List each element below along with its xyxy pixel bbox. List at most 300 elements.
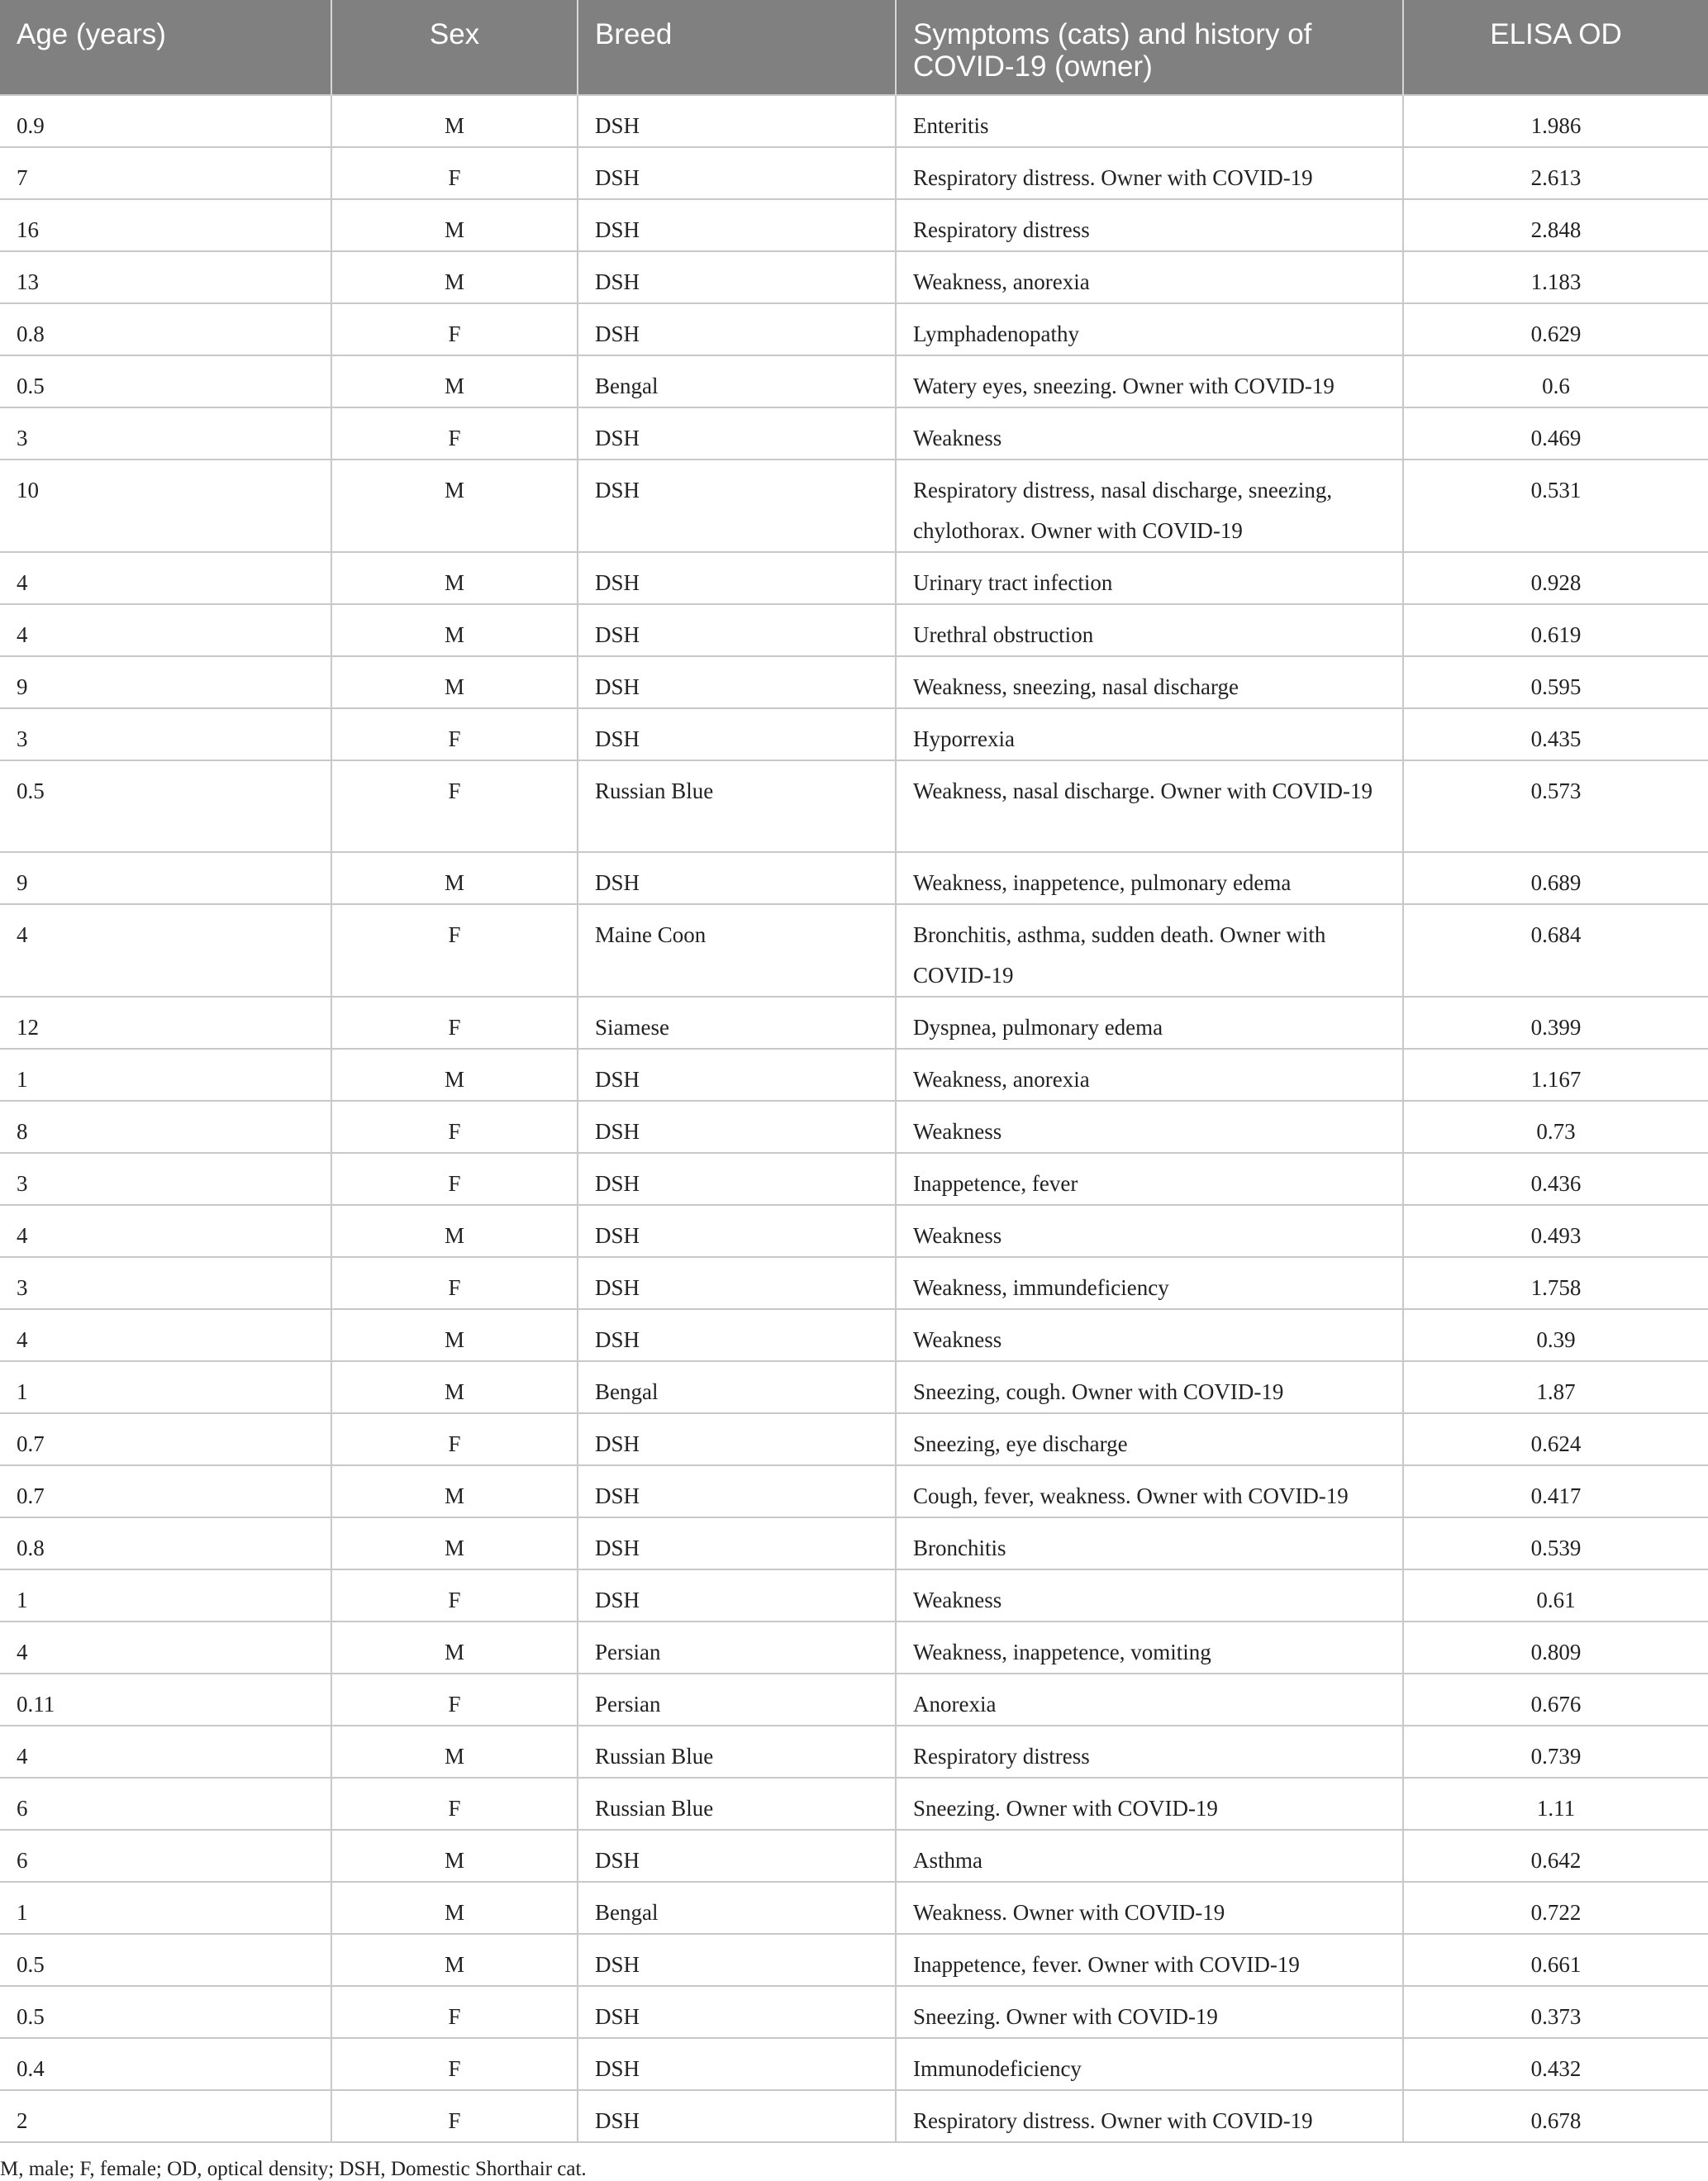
cell-sex-text: F <box>448 426 461 450</box>
cell-symptoms <box>896 1205 1403 1257</box>
cell-age-text: 12 <box>17 1015 39 1040</box>
cell-symptoms <box>896 852 1403 904</box>
cell-breed <box>578 760 896 852</box>
cell-breed-text: DSH <box>595 1431 640 1456</box>
cell-sex <box>331 1830 578 1882</box>
cell-symptoms-text: Sneezing, cough. Owner with COVID-19 <box>913 1379 1284 1404</box>
cell-symptoms <box>896 1674 1403 1726</box>
table-row <box>0 1049 1708 1101</box>
cell-age-text: 4 <box>17 922 28 947</box>
cell-age-text: 7 <box>17 165 28 190</box>
cell-breed-text: Siamese <box>595 1015 669 1040</box>
cell-symptoms-text: Inappetence, fever. Owner with COVID-19 <box>913 1952 1300 1977</box>
cell-sex-text: F <box>448 1275 461 1300</box>
cell-sex-text: F <box>448 2108 461 2133</box>
cell-age <box>0 1569 331 1621</box>
cell-elisa-od <box>1403 1257 1708 1309</box>
table-row <box>0 604 1708 656</box>
cell-age-text: 0.5 <box>17 2004 45 2029</box>
cell-symptoms-text: Weakness <box>913 426 1002 450</box>
cell-elisa-od <box>1403 407 1708 460</box>
cell-breed-text: DSH <box>595 1536 640 1560</box>
cell-age-text: 0.8 <box>17 321 45 346</box>
cell-elisa-od-text: 0.619 <box>1530 622 1582 647</box>
cell-age-text: 0.4 <box>17 2056 45 2081</box>
cell-sex-text: F <box>448 1588 461 1612</box>
table-row <box>0 1517 1708 1569</box>
cell-elisa-od-text: 0.661 <box>1530 1952 1582 1977</box>
cell-age <box>0 552 331 604</box>
cell-breed-text: DSH <box>595 2108 640 2133</box>
cell-elisa-od <box>1403 199 1708 251</box>
cell-sex <box>331 1101 578 1153</box>
table-row <box>0 1986 1708 2038</box>
cell-breed-text: DSH <box>595 113 640 138</box>
cell-breed <box>578 1413 896 1465</box>
cell-age-text: 0.11 <box>17 1692 55 1717</box>
table-row <box>0 1361 1708 1413</box>
cell-elisa-od-text: 0.676 <box>1530 1692 1582 1717</box>
cell-symptoms <box>896 1361 1403 1413</box>
cell-breed <box>578 1257 896 1309</box>
cell-symptoms-text: Weakness, inappetence, pulmonary edema <box>913 870 1292 895</box>
cell-age-text: 8 <box>17 1119 28 1144</box>
cell-elisa-od-text: 1.167 <box>1530 1067 1582 1092</box>
table-row <box>0 199 1708 251</box>
cell-age-text: 1 <box>17 1900 28 1925</box>
cell-symptoms-text: Sneezing, eye discharge <box>913 1431 1128 1456</box>
cell-elisa-od-text: 0.573 <box>1530 779 1582 803</box>
cell-symptoms-text: Sneezing. Owner with COVID-19 <box>913 2004 1218 2029</box>
cell-age <box>0 460 331 552</box>
cell-age <box>0 656 331 708</box>
cell-elisa-od-text: 0.595 <box>1530 674 1582 699</box>
cell-sex <box>331 997 578 1049</box>
table-row <box>0 997 1708 1049</box>
cell-breed <box>578 997 896 1049</box>
cell-breed <box>578 1569 896 1621</box>
cell-symptoms-text: Respiratory distress <box>913 217 1090 242</box>
cell-symptoms <box>896 708 1403 760</box>
table-row <box>0 460 1708 552</box>
cell-elisa-od <box>1403 2038 1708 2090</box>
cell-symptoms-text: Respiratory distress. Owner with COVID-19 <box>913 2108 1313 2133</box>
cell-sex <box>331 1621 578 1674</box>
cell-sex-text: M <box>444 870 464 895</box>
cell-sex <box>331 656 578 708</box>
cell-sex-text: M <box>444 570 464 595</box>
cell-elisa-od <box>1403 1465 1708 1517</box>
cell-elisa-od-text: 0.6 <box>1542 374 1570 398</box>
table-row <box>0 303 1708 355</box>
table-row <box>0 760 1708 852</box>
cell-elisa-od-text: 0.642 <box>1530 1848 1582 1873</box>
cell-age-text: 0.5 <box>17 1952 45 1977</box>
cell-breed <box>578 199 896 251</box>
table-row <box>0 1153 1708 1205</box>
cell-age <box>0 199 331 251</box>
cell-breed <box>578 1361 896 1413</box>
cell-breed <box>578 604 896 656</box>
cell-breed-text: DSH <box>595 570 640 595</box>
cell-age-text: 4 <box>17 1223 28 1248</box>
cell-sex <box>331 460 578 552</box>
cell-symptoms-text: Anorexia <box>913 1692 997 1717</box>
cell-elisa-od <box>1403 355 1708 407</box>
cell-symptoms-text: Respiratory distress <box>913 1744 1090 1769</box>
cell-age-text: 16 <box>17 217 39 242</box>
cell-breed <box>578 2038 896 2090</box>
cell-sex-text: M <box>444 113 464 138</box>
cell-symptoms-text: Sneezing. Owner with COVID-19 <box>913 1796 1218 1821</box>
cell-sex-text: M <box>444 1223 464 1248</box>
cell-breed <box>578 656 896 708</box>
table-row <box>0 1205 1708 1257</box>
cell-symptoms-text: Weakness, inappetence, vomiting <box>913 1640 1211 1664</box>
cell-sex <box>331 1934 578 1986</box>
cell-sex <box>331 1153 578 1205</box>
cell-age-text: 3 <box>17 1275 28 1300</box>
cell-symptoms-text: Inappetence, fever <box>913 1171 1078 1196</box>
cell-elisa-od-text: 0.629 <box>1530 321 1582 346</box>
cell-breed-text: DSH <box>595 321 640 346</box>
cell-breed <box>578 1153 896 1205</box>
cell-symptoms <box>896 604 1403 656</box>
cell-elisa-od <box>1403 460 1708 552</box>
cell-symptoms <box>896 1986 1403 2038</box>
cell-age-text: 10 <box>17 478 39 502</box>
cell-sex <box>331 1517 578 1569</box>
cell-sex <box>331 760 578 852</box>
cell-symptoms <box>896 1726 1403 1778</box>
cell-elisa-od-text: 0.739 <box>1530 1744 1582 1769</box>
cell-elisa-od-text: 0.435 <box>1530 726 1582 751</box>
cell-breed-text: DSH <box>595 1588 640 1612</box>
cell-symptoms <box>896 997 1403 1049</box>
table-row <box>0 904 1708 997</box>
cell-age <box>0 251 331 303</box>
cell-sex-text: F <box>448 2056 461 2081</box>
cell-sex-text: F <box>448 1796 461 1821</box>
table-body <box>0 95 1708 2142</box>
cell-sex <box>331 708 578 760</box>
cell-sex <box>331 1361 578 1413</box>
table-row <box>0 1101 1708 1153</box>
cell-elisa-od-text: 0.809 <box>1530 1640 1582 1664</box>
cell-age-text: 9 <box>17 674 28 699</box>
cell-age <box>0 1986 331 2038</box>
cell-symptoms <box>896 1934 1403 1986</box>
cell-elisa-od-text: 1.758 <box>1530 1275 1582 1300</box>
cell-age <box>0 95 331 147</box>
cell-age <box>0 1413 331 1465</box>
cell-sex <box>331 1257 578 1309</box>
cell-elisa-od <box>1403 904 1708 997</box>
cell-breed <box>578 1726 896 1778</box>
cell-symptoms <box>896 1882 1403 1934</box>
cell-age <box>0 1674 331 1726</box>
cell-sex <box>331 1778 578 1830</box>
table-row <box>0 407 1708 460</box>
cell-age <box>0 852 331 904</box>
cell-elisa-od <box>1403 1413 1708 1465</box>
cell-sex <box>331 1205 578 1257</box>
cell-age <box>0 1257 331 1309</box>
cell-elisa-od <box>1403 1101 1708 1153</box>
cell-age <box>0 303 331 355</box>
cell-breed-text: DSH <box>595 478 640 502</box>
cell-symptoms <box>896 1778 1403 1830</box>
cell-sex <box>331 2038 578 2090</box>
cell-breed <box>578 303 896 355</box>
cell-breed <box>578 1934 896 1986</box>
cell-symptoms <box>896 95 1403 147</box>
cell-breed <box>578 1778 896 1830</box>
cell-breed-text: Persian <box>595 1640 661 1664</box>
cell-age-text: 3 <box>17 726 28 751</box>
cell-breed-text: DSH <box>595 1067 640 1092</box>
cell-sex-text: M <box>444 1900 464 1925</box>
cell-breed-text: DSH <box>595 1223 640 1248</box>
cell-elisa-od <box>1403 604 1708 656</box>
cell-breed-text: DSH <box>595 1483 640 1508</box>
cell-elisa-od <box>1403 1621 1708 1674</box>
cell-sex-text: M <box>444 1327 464 1352</box>
cell-breed <box>578 251 896 303</box>
cell-breed <box>578 147 896 199</box>
cell-elisa-od-text: 0.469 <box>1530 426 1582 450</box>
cell-breed-text: DSH <box>595 217 640 242</box>
table-row <box>0 95 1708 147</box>
cell-symptoms <box>896 1153 1403 1205</box>
cell-symptoms-text: Respiratory distress, nasal discharge, sneezing, chylothorax. Owner with COVID-19 <box>913 478 1333 543</box>
cell-sex-text: F <box>448 1119 461 1144</box>
table-row <box>0 1778 1708 1830</box>
cell-breed <box>578 552 896 604</box>
cell-sex <box>331 147 578 199</box>
cell-breed-text: DSH <box>595 622 640 647</box>
cell-age <box>0 1101 331 1153</box>
cell-elisa-od-text: 0.399 <box>1530 1015 1582 1040</box>
cell-breed <box>578 1309 896 1361</box>
cell-age-text: 4 <box>17 1327 28 1352</box>
cell-symptoms <box>896 251 1403 303</box>
cell-sex-text: F <box>448 922 461 947</box>
cell-breed-text: DSH <box>595 2004 640 2029</box>
cell-age <box>0 1049 331 1101</box>
cell-elisa-od <box>1403 1153 1708 1205</box>
cell-symptoms <box>896 552 1403 604</box>
cell-sex <box>331 1674 578 1726</box>
cell-sex-text: F <box>448 779 461 803</box>
cell-sex <box>331 1413 578 1465</box>
cell-sex-text: M <box>444 1848 464 1873</box>
cell-symptoms <box>896 760 1403 852</box>
cell-symptoms-text: Bronchitis, asthma, sudden death. Owner with COVID-19 <box>913 922 1326 988</box>
cell-symptoms-text: Weakness <box>913 1119 1002 1144</box>
table-row <box>0 1413 1708 1465</box>
cell-breed-text: DSH <box>595 674 640 699</box>
table-row <box>0 656 1708 708</box>
cell-elisa-od-text: 1.11 <box>1536 1796 1576 1821</box>
cell-elisa-od <box>1403 1986 1708 2038</box>
cell-age-text: 0.5 <box>17 374 45 398</box>
cell-age-text: 13 <box>17 269 39 294</box>
cell-elisa-od-text: 0.684 <box>1530 922 1582 947</box>
cell-elisa-od <box>1403 1934 1708 1986</box>
cell-breed-text: Russian Blue <box>595 1796 714 1821</box>
cell-elisa-od-text: 0.678 <box>1530 2108 1582 2133</box>
cell-age-text: 4 <box>17 1744 28 1769</box>
cell-breed <box>578 1882 896 1934</box>
cell-sex-text: F <box>448 1171 461 1196</box>
cell-elisa-od-text: 0.73 <box>1536 1119 1576 1144</box>
cell-sex <box>331 1726 578 1778</box>
cell-sex-text: F <box>448 321 461 346</box>
cell-breed-text: DSH <box>595 1848 640 1873</box>
cell-elisa-od <box>1403 1049 1708 1101</box>
cell-breed <box>578 1205 896 1257</box>
cell-age <box>0 1153 331 1205</box>
table-footnote: M, male; F, female; OD, optical density; DSH, Domestic Shorthair cat. <box>0 2158 587 2180</box>
cell-age <box>0 604 331 656</box>
cell-age <box>0 1830 331 1882</box>
table-row <box>0 2090 1708 2142</box>
cell-sex-text: M <box>444 1744 464 1769</box>
cell-breed <box>578 95 896 147</box>
cell-age-text: 0.7 <box>17 1483 45 1508</box>
cell-elisa-od-text: 0.493 <box>1530 1223 1582 1248</box>
cell-breed <box>578 1101 896 1153</box>
cell-age-text: 4 <box>17 622 28 647</box>
cell-elisa-od <box>1403 552 1708 604</box>
cell-symptoms-text: Weakness, anorexia <box>913 1067 1090 1092</box>
cell-breed <box>578 1049 896 1101</box>
cell-sex-text: M <box>444 622 464 647</box>
cell-symptoms <box>896 1309 1403 1361</box>
cell-elisa-od-text: 0.624 <box>1530 1431 1582 1456</box>
cell-sex-text: M <box>444 1536 464 1560</box>
cell-breed <box>578 708 896 760</box>
cell-elisa-od-text: 0.539 <box>1530 1536 1582 1560</box>
cell-elisa-od-text: 0.689 <box>1530 870 1582 895</box>
cell-age-text: 0.5 <box>17 779 45 803</box>
cell-symptoms <box>896 199 1403 251</box>
cell-elisa-od <box>1403 708 1708 760</box>
cell-sex <box>331 251 578 303</box>
cell-elisa-od-text: 0.417 <box>1530 1483 1582 1508</box>
cell-symptoms-text: Weakness <box>913 1327 1002 1352</box>
cell-sex <box>331 199 578 251</box>
cell-sex-text: F <box>448 1692 461 1717</box>
cell-elisa-od-text: 0.722 <box>1530 1900 1582 1925</box>
cell-sex <box>331 552 578 604</box>
cell-breed-text: DSH <box>595 269 640 294</box>
cell-age-text: 0.9 <box>17 113 45 138</box>
cell-symptoms <box>896 1049 1403 1101</box>
cell-elisa-od <box>1403 1726 1708 1778</box>
table-row <box>0 1465 1708 1517</box>
cell-elisa-od-text: 0.39 <box>1536 1327 1576 1352</box>
cell-age-text: 1 <box>17 1379 28 1404</box>
cell-symptoms <box>896 656 1403 708</box>
cell-breed <box>578 1621 896 1674</box>
cell-age <box>0 355 331 407</box>
cell-symptoms-text: Immunodeficiency <box>913 2056 1082 2081</box>
cell-breed-text: DSH <box>595 165 640 190</box>
cell-symptoms-text: Enteritis <box>913 113 989 138</box>
cell-age-text: 4 <box>17 570 28 595</box>
cell-breed <box>578 1465 896 1517</box>
cell-symptoms <box>896 407 1403 460</box>
cell-sex-text: M <box>444 269 464 294</box>
cell-symptoms-text: Lymphadenopathy <box>913 321 1079 346</box>
cell-age-text: 6 <box>17 1796 28 1821</box>
cell-elisa-od-text: 0.432 <box>1530 2056 1582 2081</box>
cell-sex-text: M <box>444 1640 464 1664</box>
cell-breed-text: DSH <box>595 726 640 751</box>
header-breed: Breed <box>578 0 896 95</box>
cell-symptoms <box>896 355 1403 407</box>
cell-elisa-od-text: 1.87 <box>1536 1379 1576 1404</box>
cell-breed-text: DSH <box>595 870 640 895</box>
cell-sex <box>331 1465 578 1517</box>
cell-symptoms <box>896 303 1403 355</box>
cell-age <box>0 1361 331 1413</box>
table-row <box>0 147 1708 199</box>
cell-elisa-od-text: 0.61 <box>1536 1588 1576 1612</box>
cell-sex <box>331 852 578 904</box>
cell-breed-text: Russian Blue <box>595 1744 714 1769</box>
cell-symptoms <box>896 1257 1403 1309</box>
cell-sex-text: M <box>444 478 464 502</box>
cell-breed-text: Bengal <box>595 1900 659 1925</box>
table-row <box>0 1882 1708 1934</box>
cell-breed <box>578 2090 896 2142</box>
cell-symptoms <box>896 147 1403 199</box>
header-sex: Sex <box>331 0 578 95</box>
cell-breed-text: Maine Coon <box>595 922 707 947</box>
cell-age <box>0 1517 331 1569</box>
cell-breed <box>578 1830 896 1882</box>
table-row <box>0 251 1708 303</box>
cell-sex <box>331 1986 578 2038</box>
cell-elisa-od-text: 0.373 <box>1530 2004 1582 2029</box>
cell-elisa-od <box>1403 656 1708 708</box>
cell-age <box>0 407 331 460</box>
table-row <box>0 552 1708 604</box>
cell-age <box>0 1465 331 1517</box>
table-row <box>0 852 1708 904</box>
cell-breed <box>578 1986 896 2038</box>
cell-sex-text: M <box>444 217 464 242</box>
cell-sex <box>331 303 578 355</box>
cell-breed-text: DSH <box>595 1275 640 1300</box>
cell-age <box>0 760 331 852</box>
cell-age <box>0 1778 331 1830</box>
table-row <box>0 1621 1708 1674</box>
cell-elisa-od <box>1403 95 1708 147</box>
cell-elisa-od-text: 1.183 <box>1530 269 1582 294</box>
cell-breed-text: DSH <box>595 1952 640 1977</box>
cell-age <box>0 1309 331 1361</box>
cell-elisa-od-text: 1.986 <box>1530 113 1582 138</box>
cell-sex-text: F <box>448 165 461 190</box>
cell-age <box>0 708 331 760</box>
cell-age-text: 0.8 <box>17 1536 45 1560</box>
cell-symptoms <box>896 460 1403 552</box>
cell-elisa-od <box>1403 1674 1708 1726</box>
